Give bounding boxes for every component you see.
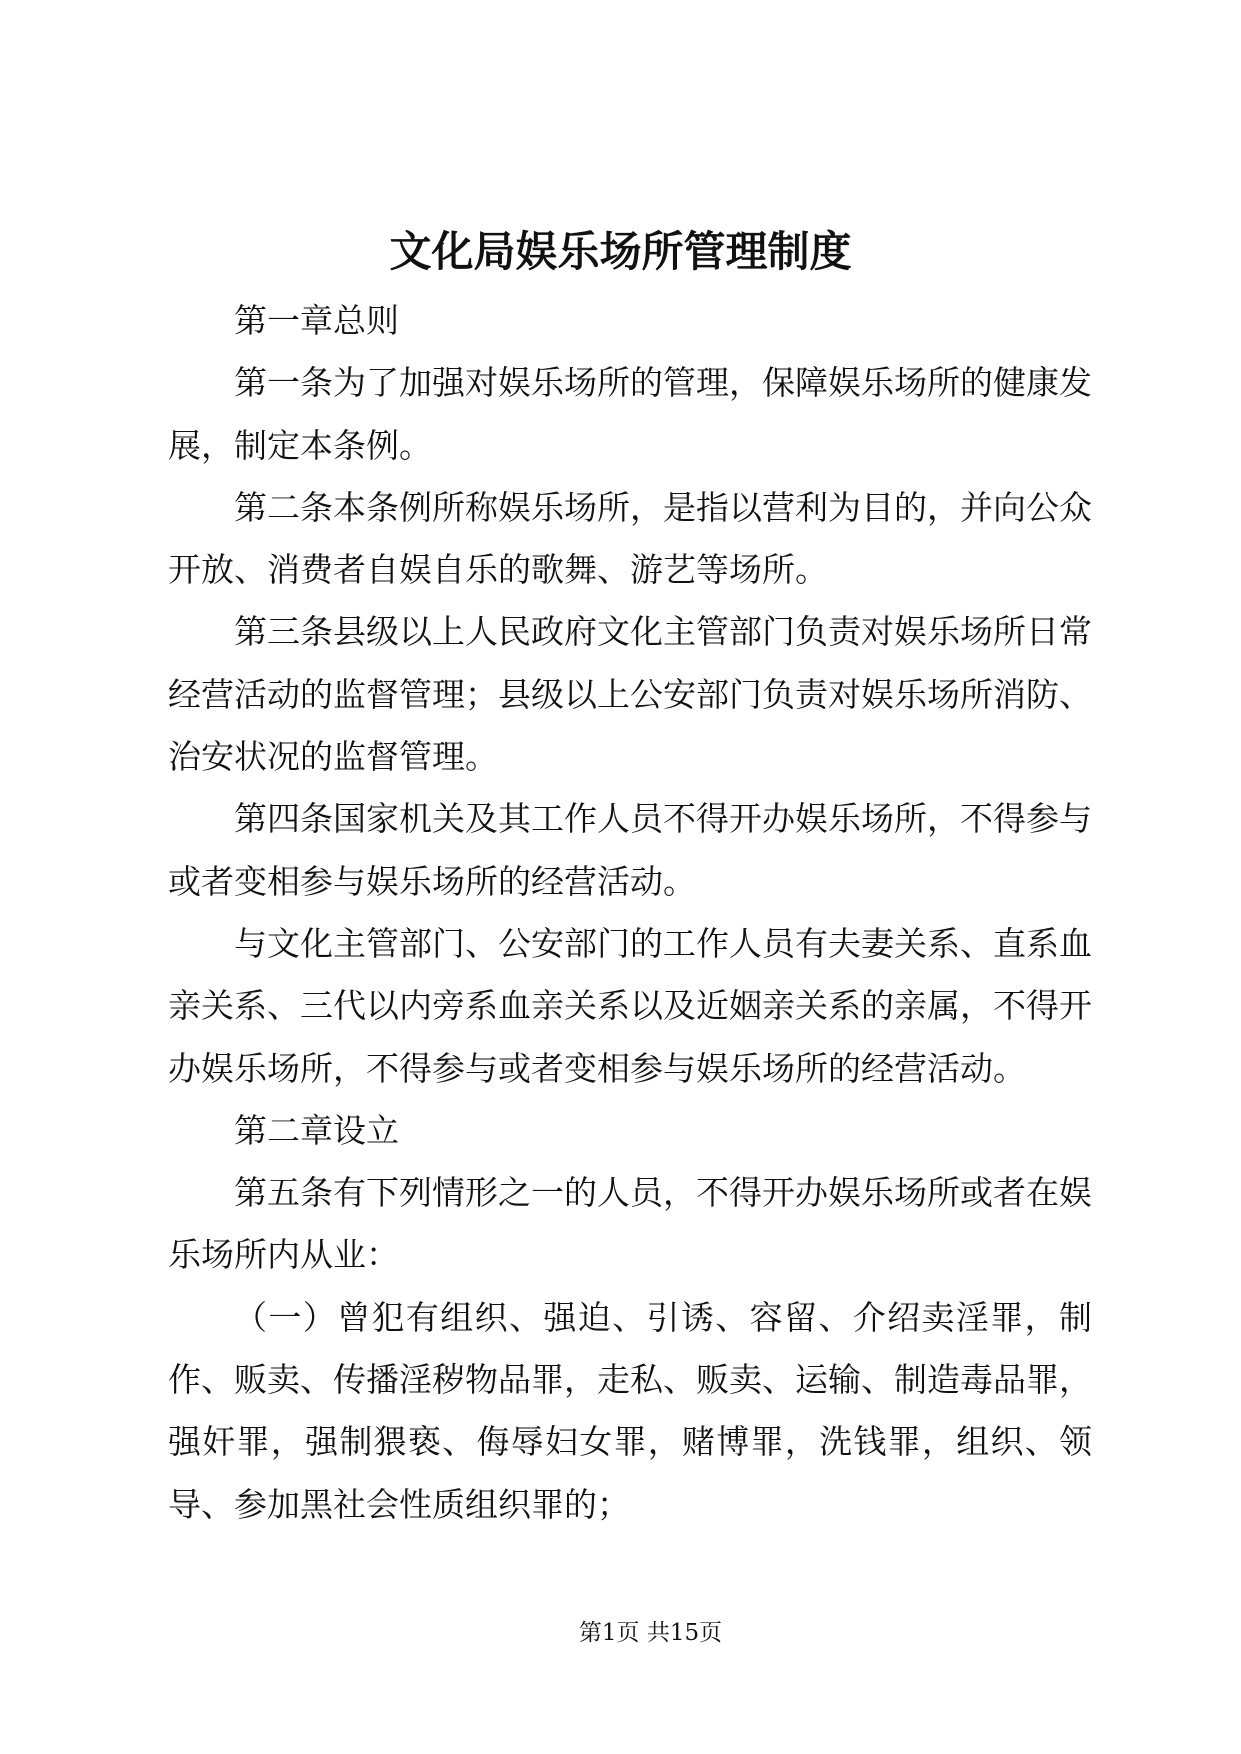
article-paragraph: 第一条为了加强对娱乐场所的管理，保障娱乐场所的健康发展，制定本条例。 xyxy=(168,363,1092,465)
page-footer: 第1页 共15页 xyxy=(578,1620,723,1646)
chapter-heading: 第二章设立 xyxy=(234,1110,399,1150)
list-item-paragraph: （一）曾犯有组织、强迫、引诱、容留、介绍卖淫罪，制作、贩卖、传播淫秽物品罪，走私、贩卖、运输、制造毒品罪，强奸罪，强制猥亵、侮辱妇女罪，赌博罪，洗钱罪，组织、领导、参加黑社会性质组织罪的； xyxy=(168,1297,1092,1524)
document-title: 文化局娱乐场所管理制度 xyxy=(389,227,852,276)
article-paragraph: 第五条有下列情形之一的人员，不得开办娱乐场所或者在娱乐场所内从业： xyxy=(168,1173,1092,1275)
chapter-heading: 第一章总则 xyxy=(234,301,399,340)
article-paragraph: 第二条本条例所称娱乐场所，是指以营利为目的，并向公众开放、消费者自娱自乐的歌舞、游艺等场所。 xyxy=(168,487,1092,590)
article-paragraph: 第三条县级以上人民政府文化主管部门负责对娱乐场所日常经营活动的监督管理；县级以上公安部门负责对娱乐场所消防、治安状况的监督管理。 xyxy=(168,612,1092,777)
article-paragraph: 与文化主管部门、公安部门的工作人员有夫妻关系、直系血亲关系、三代以内旁系血亲关系以及近姻亲关系的亲属，不得开办娱乐场所，不得参与或者变相参与娱乐场所的经营活动。 xyxy=(168,923,1092,1088)
document-body xyxy=(168,290,1092,1536)
article-paragraph: 第四条国家机关及其工作人员不得开办娱乐场所，不得参与或者变相参与娱乐场所的经营活动。 xyxy=(168,799,1092,901)
